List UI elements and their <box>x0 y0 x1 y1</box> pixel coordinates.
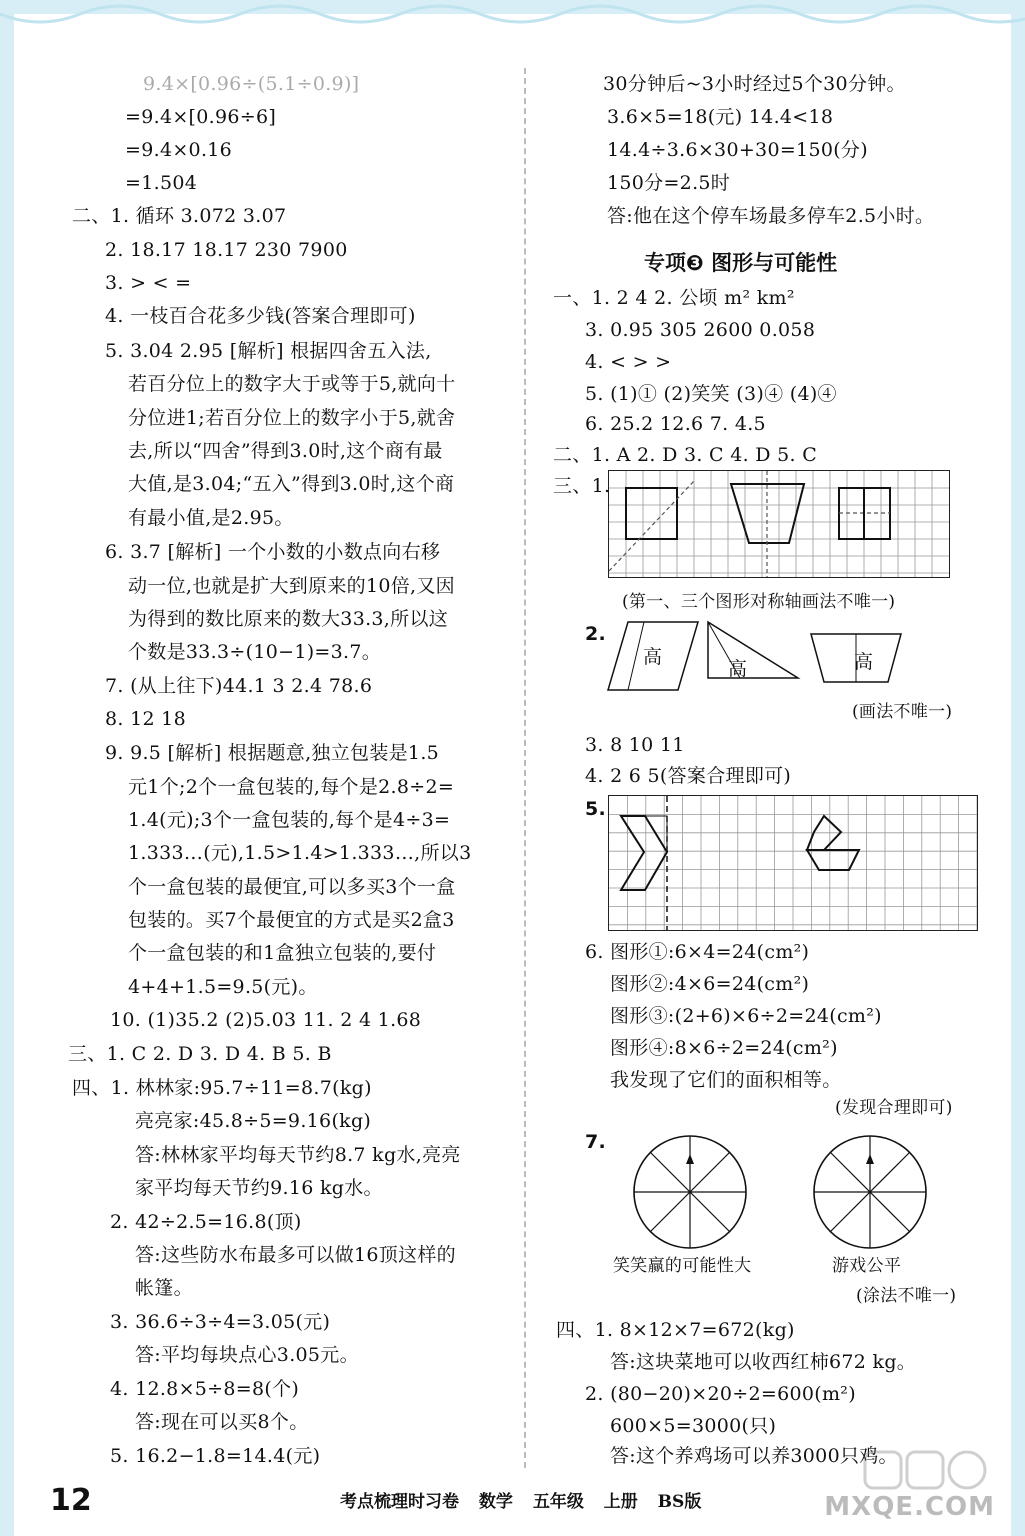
left-line-7: 4. 一枝百合花多少钱(答案合理即可) <box>105 305 416 327</box>
right-sec4-line-1: 答:这块菜地可以收西红柿672 kg。 <box>610 1351 917 1373</box>
right-sec1-line-5: 二、1. A 2. D 3. C 4. D 5. C <box>553 444 818 466</box>
left-line-35: 答:这些防水布最多可以做16顶这样的 <box>135 1244 456 1266</box>
right-sec1-line-1: 3. 0.95 305 2600 0.058 <box>585 319 816 341</box>
left-line-17: 个数是33.3÷(10−1)=3.7。 <box>128 641 382 663</box>
left-line-20: 9. 9.5 [解析] 根据题意,独立包装是1.5 <box>105 742 440 764</box>
left-line-30: 四、1. 林林家:95.7÷11=8.7(kg) <box>72 1077 372 1099</box>
left-line-36: 帐篷。 <box>135 1277 193 1299</box>
left-line-31: 亮亮家:45.8÷5=9.16(kg) <box>135 1110 372 1132</box>
left-line-15: 动一位,也就是扩大到原来的10倍,又因 <box>128 575 455 597</box>
left-line-29: 三、1. C 2. D 3. D 4. B 5. B <box>68 1043 332 1065</box>
right-top-line-2: 14.4÷3.6×30+30=150(分) <box>607 139 868 161</box>
right-sec4-line-0: 四、1. 8×12×7=672(kg) <box>556 1319 795 1341</box>
q6-line-2: 图形③:(2+6)×6÷2=24(cm²) <box>610 1005 882 1027</box>
left-line-26: 个一盒包装的和1盒独立包装的,要付 <box>128 942 437 964</box>
symmetry-grid-1 <box>608 470 950 578</box>
left-line-21: 元1个;2个一盒包装的,每个是2.8÷2= <box>128 776 455 798</box>
right-sec1-line-6: 三、1. <box>553 475 611 497</box>
q6-line-4: 我发现了它们的面积相等。 <box>610 1069 842 1091</box>
right-top-line-4: 答:他在这个停车场最多停车2.5小时。 <box>607 205 935 227</box>
section-heading: 专项❸ 图形与可能性 <box>644 251 838 275</box>
q5-label: 5. <box>585 798 607 820</box>
left-line-3: =1.504 <box>125 172 198 194</box>
left-line-37: 3. 36.6÷3÷4=3.05(元) <box>110 1311 331 1333</box>
left-line-25: 包装的。买7个最便宜的方式是买2盒3 <box>128 909 455 931</box>
note-draw: (画法不唯一) <box>852 702 953 722</box>
q6-line-0: 6. 图形①:6×4=24(cm²) <box>585 941 810 963</box>
q4: 4. 2 6 5(答案合理即可) <box>585 765 792 787</box>
right-sec4-line-2: 2. (80−20)×20÷2=600(m²) <box>585 1383 856 1405</box>
q7-label: 7. <box>585 1131 607 1153</box>
left-line-8: 5. 3.04 2.95 [解析] 根据四舍五入法, <box>105 340 432 362</box>
left-line-14: 6. 3.7 [解析] 一个小数的小数点向右移 <box>105 541 441 563</box>
left-line-6: 3. > < = <box>105 272 192 294</box>
note-symmetry: (第一、三个图形对称轴画法不唯一) <box>622 592 896 612</box>
spinner-circle-2 <box>810 1132 930 1252</box>
height-label-2: 高 <box>728 658 748 680</box>
left-line-9: 若百分位上的数字大于或等于5,就向十 <box>128 373 456 395</box>
left-line-12: 大值,是3.04;“五入”得到3.0时,这个商 <box>128 473 455 495</box>
left-line-13: 有最小值,是2.95。 <box>128 507 294 529</box>
left-line-4: 二、1. 循环 3.072 3.07 <box>72 205 287 227</box>
decorative-wave-border <box>0 0 1025 40</box>
footer-title: 考点梳理时习卷 数学 五年级 上册 BS版 <box>340 1492 702 1512</box>
left-line-27: 4+4+1.5=9.5(元)。 <box>128 976 318 998</box>
left-line-16: 为得到的数比原来的数大33.3,所以这 <box>128 608 449 630</box>
left-line-10: 分位进1;若百分位上的数字小于5,就舍 <box>128 407 456 429</box>
q2-label: 2. <box>585 623 607 645</box>
left-line-32: 答:林林家平均每天节约8.7 kg水,亮亮 <box>135 1144 461 1166</box>
left-line-18: 7. (从上往下)44.1 3 2.4 78.6 <box>105 675 373 697</box>
watermark-text: MXQE.COM <box>824 1492 995 1522</box>
right-sec1-line-4: 6. 25.2 12.6 7. 4.5 <box>585 413 766 435</box>
left-line-33: 家平均每天节约9.16 kg水。 <box>135 1177 383 1199</box>
left-line-0: 9.4×[0.96÷(5.1÷0.9)] <box>143 73 360 95</box>
left-line-41: 5. 16.2−1.8=14.4(元) <box>110 1445 321 1467</box>
right-top-line-1: 3.6×5=18(元) 14.4<18 <box>607 106 834 128</box>
q6-line-3: 图形④:8×6÷2=24(cm²) <box>610 1037 838 1059</box>
height-label-1: 高 <box>643 646 663 668</box>
right-sec4-line-3: 600×5=3000(只) <box>610 1415 777 1437</box>
left-line-5: 2. 18.17 18.17 230 7900 <box>105 239 348 261</box>
left-line-38: 答:平均每块点心3.05元。 <box>135 1344 359 1366</box>
height-shapes <box>606 620 986 692</box>
q6-line-1: 图形②:4×6=24(cm²) <box>610 973 810 995</box>
right-sec1-line-0: 一、1. 2 4 2. 公顷 m² km² <box>553 287 795 309</box>
left-line-22: 1.4(元);3个一盒包装的,每个是4÷3= <box>128 809 451 831</box>
left-line-23: 1.333…(元),1.5>1.4>1.333…,所以3 <box>128 842 472 864</box>
left-line-24: 个一盒包装的最便宜,可以多买3个一盒 <box>128 876 456 898</box>
left-line-19: 8. 12 18 <box>105 708 186 730</box>
left-line-39: 4. 12.8×5÷8=8(个) <box>110 1378 300 1400</box>
right-top-line-3: 150分=2.5时 <box>607 172 731 194</box>
note-finding: (发现合理即可) <box>835 1098 953 1118</box>
column-divider <box>524 68 526 1468</box>
translation-grid <box>608 795 978 931</box>
left-line-1: =9.4×[0.96÷6] <box>125 106 277 128</box>
right-top-line-0: 30分钟后~3小时经过5个30分钟。 <box>603 73 906 95</box>
note-shade: (涂法不唯一) <box>856 1286 957 1306</box>
left-line-11: 去,所以“四舍”得到3.0时,这个商有最 <box>128 440 443 462</box>
left-line-40: 答:现在可以买8个。 <box>135 1411 309 1433</box>
page-number: 12 <box>50 1483 92 1518</box>
left-line-34: 2. 42÷2.5=16.8(顶) <box>110 1211 302 1233</box>
circle1-caption: 笑笑赢的可能性大 <box>613 1256 752 1276</box>
left-line-28: 10. (1)35.2 (2)5.03 11. 2 4 1.68 <box>110 1009 422 1031</box>
circle2-caption: 游戏公平 <box>832 1256 902 1276</box>
spinner-circle-1 <box>630 1132 750 1252</box>
right-sec4-line-4: 答:这个养鸡场可以养3000只鸡。 <box>610 1445 898 1467</box>
right-sec1-line-2: 4. < > > <box>585 351 672 373</box>
q3: 3. 8 10 11 <box>585 734 685 756</box>
right-sec1-line-3: 5. (1)① (2)笑笑 (3)④ (4)④ <box>585 383 837 405</box>
left-line-2: =9.4×0.16 <box>125 139 233 161</box>
height-label-3: 高 <box>854 651 874 673</box>
